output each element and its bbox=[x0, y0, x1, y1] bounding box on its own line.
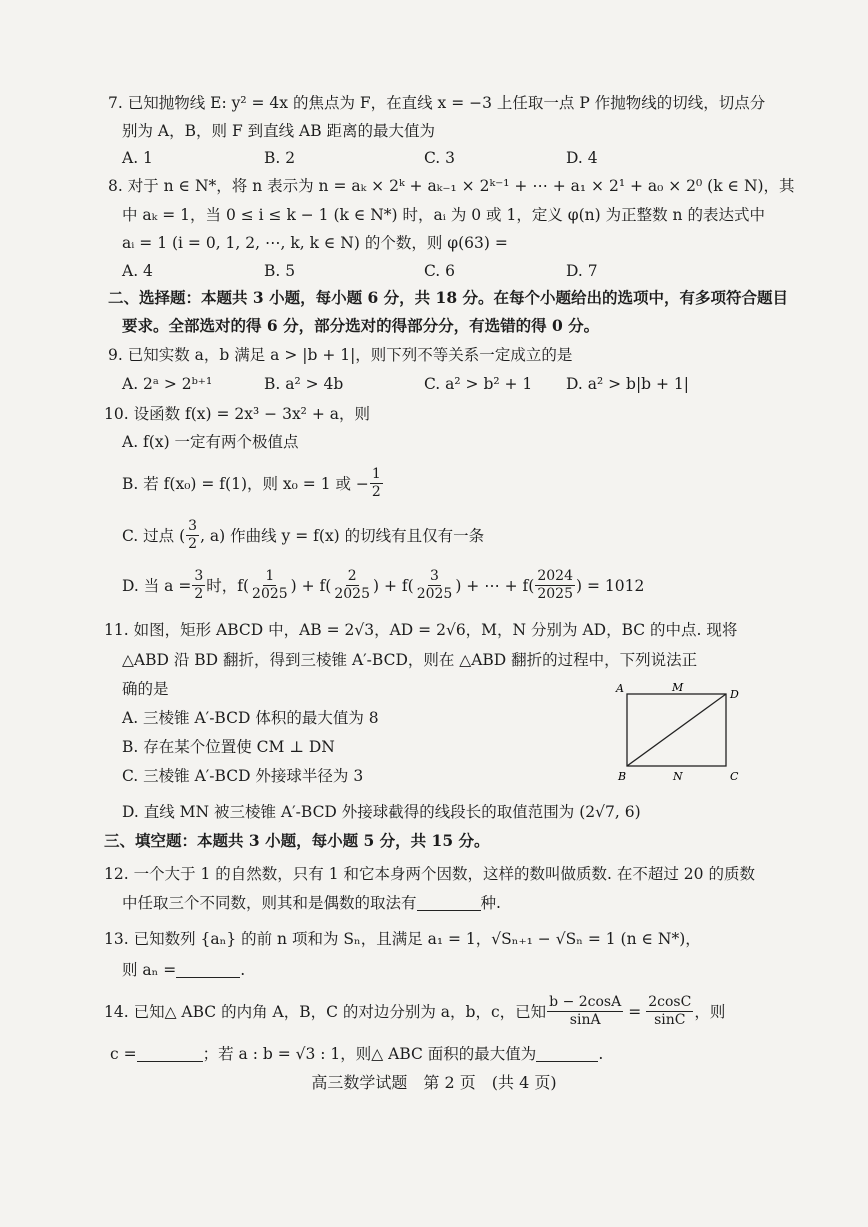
numerator: 3 bbox=[430, 568, 439, 584]
q10-option-c-tail: , a) 作曲线 y = f(x) 的切线有且仅有一条 bbox=[200, 526, 485, 545]
fraction bbox=[535, 568, 575, 603]
label-a: A bbox=[616, 682, 624, 695]
plus-ellipsis-f: ) + ⋯ + f( bbox=[455, 576, 535, 595]
q12-line2-tail: 种. bbox=[480, 894, 501, 912]
q10-option-d-tail: ) = 1012 bbox=[575, 576, 645, 595]
q11-option-b: B. 存在某个位置使 CM ⊥ DN bbox=[122, 738, 335, 756]
answer-blank[interactable] bbox=[536, 1045, 598, 1062]
denominator: 2025 bbox=[334, 586, 370, 602]
label-d: D bbox=[730, 688, 739, 701]
diagonal-bd bbox=[627, 694, 726, 766]
denominator: sinC bbox=[654, 1012, 686, 1028]
q10-option-c bbox=[122, 518, 484, 553]
q8-option-b: B. 5 bbox=[264, 262, 296, 280]
q11-line2: △ABD 沿 BD 翻折，得到三棱锥 A′-BCD，则在 △ABD 翻折的过程中，下列说法正 bbox=[122, 651, 698, 669]
label-c: C bbox=[730, 770, 739, 783]
q14-line1 bbox=[104, 994, 725, 1029]
denominator: 2 bbox=[194, 586, 204, 602]
q10-option-d-mid: 时，f( bbox=[206, 576, 250, 595]
q8-line1: 8. 对于 n ∈ N*，将 n 表示为 n = aₖ × 2ᵏ + aₖ₋₁ × 2ᵏ⁻¹ + ⋯ + a₁ × 2¹ + a₀ × 2⁰ (k ∈ N)，其 bbox=[108, 177, 795, 195]
q11-option-a: A. 三棱锥 A′-BCD 体积的最大值为 8 bbox=[122, 709, 379, 727]
q10-stem: 10. 设函数 f(x) = 2x³ − 3x² + a，则 bbox=[104, 405, 370, 423]
q14-line2 bbox=[110, 1044, 603, 1064]
q11-option-c: C. 三棱锥 A′-BCD 外接球半径为 3 bbox=[122, 767, 364, 785]
plus-f: ) + f( bbox=[373, 576, 414, 595]
page-footer: 高三数学试题 第 2 页 (共 4 页) bbox=[311, 1073, 557, 1092]
fraction bbox=[547, 994, 623, 1029]
q10-option-d-text: D. 当 a = bbox=[122, 576, 192, 595]
q11-line1: 11. 如图，矩形 ABCD 中，AB = 2√3，AD = 2√6，M，N 分别为 AD，BC 的中点. 现将 bbox=[104, 621, 738, 639]
q14-line2-tail: . bbox=[598, 1045, 604, 1063]
q10-option-d bbox=[122, 568, 644, 603]
fraction bbox=[646, 994, 693, 1029]
numerator: 1 bbox=[265, 568, 275, 584]
fraction bbox=[250, 568, 290, 603]
q8-line3: aᵢ = 1 (i = 0, 1, 2, ⋯, k, k ∈ N) 的个数，则 φ(63) = bbox=[122, 234, 508, 252]
rectangle-abcd-figure bbox=[610, 680, 750, 790]
fraction bbox=[192, 568, 205, 603]
q9-stem: 9. 已知实数 a，b 满足 a > |b + 1|，则下列不等关系一定成立的是 bbox=[108, 346, 573, 364]
numerator: 2024 bbox=[537, 568, 573, 584]
q12-line2 bbox=[122, 893, 501, 913]
q13-line2-text: 则 aₙ = bbox=[122, 961, 177, 979]
answer-blank[interactable] bbox=[137, 1045, 203, 1062]
q14-line1-tail: ，则 bbox=[694, 1002, 726, 1021]
denominator: 2025 bbox=[252, 586, 288, 602]
q7-option-b: B. 2 bbox=[264, 149, 296, 167]
q8-option-c: C. 6 bbox=[424, 262, 456, 280]
plus-f: ) + f( bbox=[290, 576, 332, 595]
q10-option-c-text: C. 过点 ( bbox=[122, 526, 186, 545]
q8-option-a: A. 4 bbox=[122, 262, 153, 280]
q14-line2-text: ；若 a : b = √3 : 1，则△ ABC 面积的最大值为 bbox=[202, 1045, 537, 1063]
q14-line1-text: 14. 已知△ ABC 的内角 A，B，C 的对边分别为 a，b，c，已知 bbox=[104, 1002, 547, 1021]
section2-heading: 二、选择题：本题共 3 小题，每小题 6 分，共 18 分。在每个小题给出的选项中，有多项符合题目 bbox=[108, 288, 789, 307]
label-b: B bbox=[618, 770, 627, 783]
answer-blank[interactable] bbox=[417, 894, 481, 911]
q11-option-d: D. 直线 MN 被三棱锥 A′-BCD 外接球截得的线段长的取值范围为 (2√7, 6) bbox=[122, 803, 641, 821]
answer-blank[interactable] bbox=[176, 961, 240, 978]
numerator: 2 bbox=[347, 568, 357, 584]
q7-line1: 7. 已知抛物线 E: y² = 4x 的焦点为 F，在直线 x = −3 上任取一点 P 作抛物线的切线，切点分 bbox=[108, 94, 766, 112]
numerator: 3 bbox=[188, 518, 198, 534]
section2-instructions: 要求。全部选对的得 6 分，部分选对的得部分分，有选错的得 0 分。 bbox=[122, 316, 600, 335]
q7-option-c: C. 3 bbox=[424, 149, 456, 167]
q12-line2-text: 中任取三个不同数，则其和是偶数的取法有 bbox=[122, 894, 417, 912]
denominator: 2025 bbox=[537, 586, 573, 602]
q9-option-b: B. a² > 4b bbox=[264, 375, 344, 393]
fraction bbox=[332, 568, 372, 603]
numerator: 3 bbox=[194, 568, 204, 584]
q9-option-d: D. a² > b|b + 1| bbox=[566, 375, 690, 393]
q9-option-c: C. a² > b² + 1 bbox=[424, 375, 533, 393]
q12-line1: 12. 一个大于 1 的自然数，只有 1 和它本身两个因数，这样的数叫做质数. 在不超过 20 的质数 bbox=[104, 865, 755, 883]
numerator: b − 2cosA bbox=[549, 994, 622, 1010]
q10-option-b bbox=[122, 466, 384, 501]
label-m: M bbox=[672, 681, 684, 694]
q10-option-a: A. f(x) 一定有两个极值点 bbox=[122, 433, 299, 451]
q9-option-a: A. 2ᵃ > 2ᵇ⁺¹ bbox=[122, 375, 213, 393]
q7-option-a: A. 1 bbox=[122, 149, 153, 167]
q7-line2: 别为 A，B，则 F 到直线 AB 距离的最大值为 bbox=[122, 122, 436, 140]
denominator: 2 bbox=[188, 536, 198, 552]
q13-line1: 13. 已知数列 {aₙ} 的前 n 项和为 Sₙ，且满足 a₁ = 1，√Sₙ₊₁ − √Sₙ = 1 (n ∈ N*)， bbox=[104, 930, 701, 948]
section3-heading: 三、填空题：本题共 3 小题，每小题 5 分，共 15 分。 bbox=[104, 831, 490, 850]
q14-c-label: c = bbox=[110, 1045, 137, 1063]
equals-sign: = bbox=[628, 1002, 642, 1021]
denominator: 2 bbox=[371, 484, 381, 500]
fraction bbox=[415, 568, 455, 603]
denominator: 2025 bbox=[416, 586, 453, 602]
fraction bbox=[370, 466, 383, 501]
q7-option-d: D. 4 bbox=[566, 149, 598, 167]
q10-option-b-text: B. 若 f(x₀) = f(1)，则 x₀ = 1 或 − bbox=[122, 474, 369, 493]
q13-line2-tail: . bbox=[240, 961, 246, 979]
label-n: N bbox=[673, 770, 683, 783]
denominator: sinA bbox=[569, 1012, 601, 1028]
q13-line2 bbox=[122, 960, 245, 980]
q8-line2: 中 aₖ = 1，当 0 ≤ i ≤ k − 1 (k ∈ N*) 时，aᵢ 为 0 或 1，定义 φ(n) 为正整数 n 的表达式中 bbox=[122, 206, 765, 224]
numerator: 1 bbox=[371, 466, 381, 482]
q11-line3: 确的是 bbox=[122, 680, 169, 698]
q8-option-d: D. 7 bbox=[566, 262, 598, 280]
numerator: 2cosC bbox=[648, 994, 692, 1010]
fraction bbox=[186, 518, 199, 553]
